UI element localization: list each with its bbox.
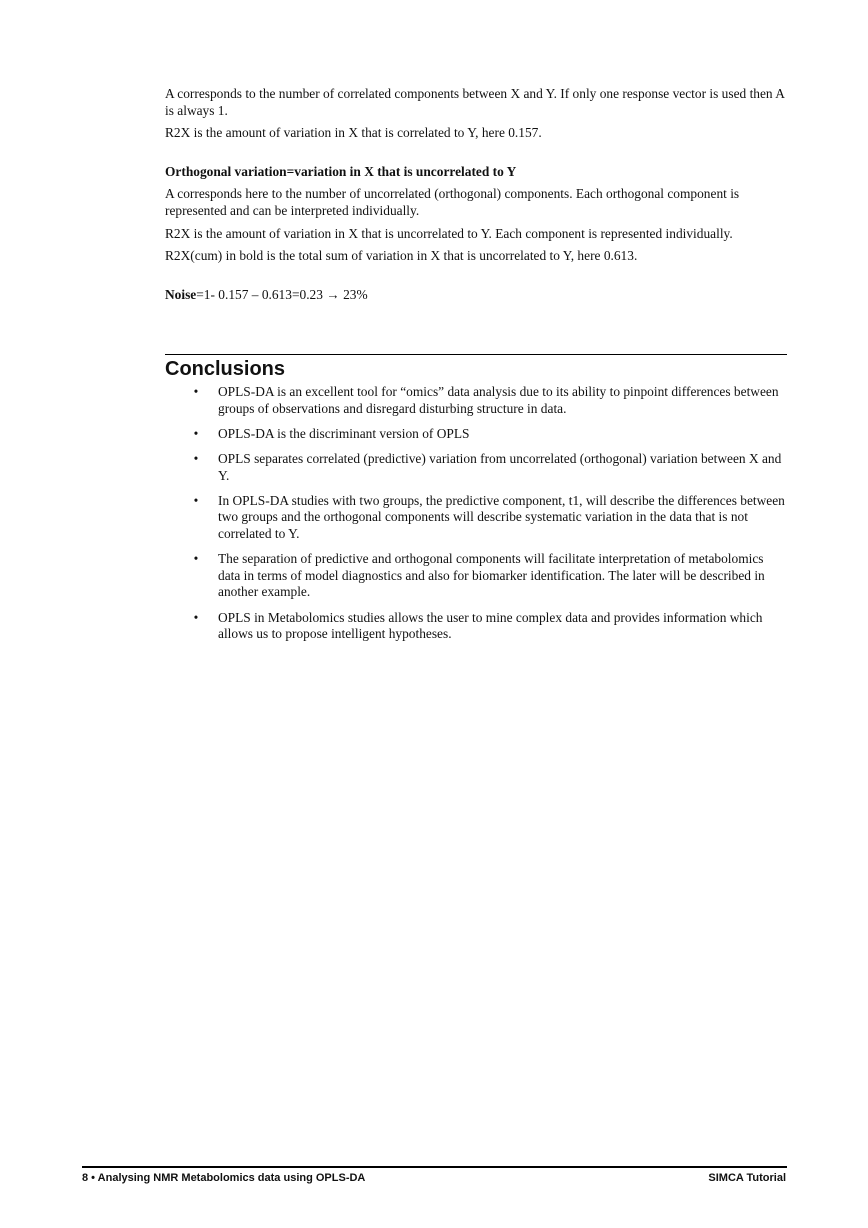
conclusions-list: [165, 384, 787, 651]
bullet-icon: •: [193, 609, 199, 625]
predictive-r2x-paragraph: R2X is the amount of variation in X that is correlated to Y, here 0.157.: [165, 125, 542, 141]
noise-line: [165, 287, 787, 304]
list-item-text: OPLS separates correlated (predictive) variation from uncorrelated (orthogonal) variation between X and Y.: [218, 450, 782, 483]
bullet-icon: •: [193, 450, 199, 466]
orthogonal-r2x-paragraph: R2X is the amount of variation in X that is uncorrelated to Y. Each component is represented individually.: [165, 225, 733, 241]
list-item: [165, 551, 787, 601]
list-item-text: OPLS in Metabolomics studies allows the user to mine complex data and provides information which allows us to propose intelligent hypotheses.: [218, 609, 763, 642]
orthogonal-heading: Orthogonal variation=variation in X that is uncorrelated to Y: [165, 163, 517, 179]
orthogonal-components-paragraph: A corresponds here to the number of uncorrelated (orthogonal) components. Each orthogonal component is represented and can be interpreted individually.: [165, 186, 740, 218]
bullet-icon: •: [193, 492, 199, 508]
list-item-text: The separation of predictive and orthogonal components will facilitate interpretation of metabolomics data in terms of model diagnostics and also for biomarker identification. The later will be described in another example.: [218, 551, 765, 600]
footer-page-title: 8 • Analysing NMR Metabolomics data using OPLS-DA: [82, 1172, 366, 1184]
bullet-icon: •: [193, 384, 199, 399]
list-item: [165, 426, 787, 443]
orthogonal-r2xcum-paragraph: R2X(cum) in bold is the total sum of variation in X that is uncorrelated to Y, here 0.613.: [165, 248, 638, 264]
list-item-text: OPLS-DA is the discriminant version of OPLS: [218, 425, 470, 441]
noise-result: 23%: [343, 286, 368, 302]
bullet-icon: •: [193, 425, 199, 441]
list-item: [165, 493, 787, 543]
footer-divider: [82, 1166, 787, 1168]
list-item: [165, 384, 787, 417]
list-item: [165, 451, 787, 484]
list-item-text: OPLS-DA is an excellent tool for “omics” data analysis due to its ability to pinpoint differences between groups of observations and disregard disturbing structure in data.: [218, 384, 779, 416]
arrow-icon: →: [326, 286, 340, 302]
noise-formula: =1- 0.157 – 0.613=0.23: [196, 286, 323, 302]
section-divider: [165, 354, 787, 355]
body-text: [165, 86, 787, 303]
predictive-components-paragraph: A corresponds to the number of correlated components between X and Y. If only one response vector is used then A is always 1.: [165, 86, 785, 118]
list-item: [165, 610, 787, 643]
list-item-text: In OPLS-DA studies with two groups, the predictive component, t1, will describe the differences between two groups and the orthogonal components will describe systematic variation in the data that is not correlated to Y.: [218, 492, 785, 541]
footer-document-title: SIMCA Tutorial: [708, 1172, 786, 1184]
bullet-icon: •: [193, 551, 199, 567]
conclusions-heading: Conclusions: [165, 358, 286, 380]
noise-label: Noise: [165, 286, 197, 302]
